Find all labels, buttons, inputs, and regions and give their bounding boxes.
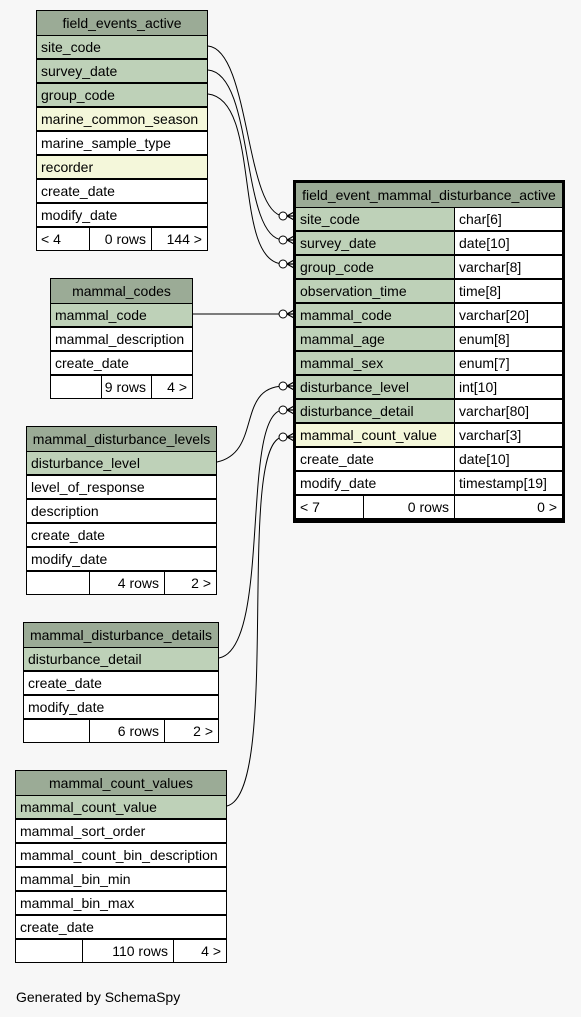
column-mammal-bin-max[interactable] xyxy=(16,891,226,914)
table-title[interactable]: mammal_codes xyxy=(51,279,192,303)
column-name: disturbance_level xyxy=(300,379,409,395)
column-name: create_date xyxy=(55,355,129,371)
column-mammal-count-value[interactable] xyxy=(296,423,562,446)
column-name: disturbance_detail xyxy=(300,403,414,419)
column-name: disturbance_level xyxy=(31,455,140,471)
column-type: enum[7] xyxy=(454,352,562,374)
column-type: timestamp[19] xyxy=(454,472,562,494)
table-mammal-disturbance-details[interactable] xyxy=(23,622,219,743)
column-name: mammal_code xyxy=(300,307,392,323)
column-name: create_date xyxy=(20,919,94,935)
table-footer xyxy=(296,495,562,518)
parents-count[interactable]: < 4 xyxy=(41,231,61,247)
table-title[interactable]: mammal_disturbance_levels xyxy=(27,427,216,451)
column-level-of-response[interactable] xyxy=(27,475,216,498)
column-modify-date[interactable] xyxy=(24,695,218,718)
children-count[interactable]: 4 > xyxy=(151,376,192,398)
children-count[interactable]: 4 > xyxy=(173,940,226,962)
table-footer xyxy=(27,571,216,594)
column-mammal-sex[interactable] xyxy=(296,351,562,374)
column-marine-common-season[interactable] xyxy=(37,107,207,130)
column-name: level_of_response xyxy=(31,479,145,495)
column-name: mammal_description xyxy=(55,331,185,347)
column-observation-time[interactable] xyxy=(296,279,562,302)
column-group-code[interactable] xyxy=(296,255,562,278)
column-type: varchar[8] xyxy=(454,256,562,278)
parents-count[interactable] xyxy=(24,720,89,742)
column-mammal-bin-min[interactable] xyxy=(16,867,226,890)
table-footer xyxy=(16,939,226,962)
table-title[interactable]: field_event_mammal_disturbance_active xyxy=(296,183,562,207)
edge-disturbance-detail xyxy=(219,410,283,658)
column-name: marine_sample_type xyxy=(41,135,171,151)
optional-circle-marker xyxy=(279,382,287,390)
parents-count[interactable] xyxy=(27,572,89,594)
column-modify-date[interactable] xyxy=(37,203,207,226)
column-name: disturbance_detail xyxy=(28,651,142,667)
column-name: mammal_count_value xyxy=(300,427,437,443)
column-mammal-age[interactable] xyxy=(296,327,562,350)
edge-disturbance-level xyxy=(217,386,283,462)
column-mammal-count-bin-description[interactable] xyxy=(16,843,226,866)
edge-group-code xyxy=(208,94,283,264)
column-name: create_date xyxy=(31,527,105,543)
table-footer xyxy=(24,719,218,742)
column-name: group_code xyxy=(41,87,115,103)
column-create-date[interactable] xyxy=(16,915,226,938)
row-count: 4 rows xyxy=(89,572,164,594)
children-count[interactable]: 144 > xyxy=(151,228,207,250)
column-name: create_date xyxy=(41,183,115,199)
children-count[interactable]: 2 > xyxy=(164,572,216,594)
optional-circle-marker xyxy=(279,406,287,414)
column-name: modify_date xyxy=(300,475,377,491)
generated-by-label: Generated by SchemaSpy xyxy=(16,989,181,1005)
column-name: create_date xyxy=(28,675,102,691)
edge-mammal-count-value xyxy=(227,437,283,806)
optional-circle-marker xyxy=(279,212,287,220)
column-name: mammal_count_value xyxy=(20,799,157,815)
column-type: enum[8] xyxy=(454,328,562,350)
column-name: observation_time xyxy=(300,283,407,299)
column-type: date[10] xyxy=(454,448,562,470)
column-recorder[interactable] xyxy=(37,155,207,178)
column-name: group_code xyxy=(300,259,374,275)
table-mammal-disturbance-levels[interactable] xyxy=(26,426,217,595)
table-title[interactable]: mammal_count_values xyxy=(16,771,226,795)
column-type: date[10] xyxy=(454,232,562,254)
column-name: mammal_age xyxy=(300,331,385,347)
edge-site-code xyxy=(208,46,283,216)
column-name: description xyxy=(31,503,99,519)
column-survey-date[interactable] xyxy=(296,231,562,254)
column-name: marine_common_season xyxy=(41,111,199,127)
children-count[interactable]: 2 > xyxy=(164,720,218,742)
row-count: 6 rows xyxy=(89,720,164,742)
optional-circle-marker xyxy=(279,236,287,244)
edge-survey-date xyxy=(208,70,283,240)
table-mammal-codes[interactable] xyxy=(50,278,193,399)
children-count[interactable]: 0 > xyxy=(454,496,562,518)
column-type: varchar[3] xyxy=(454,424,562,446)
table-title[interactable]: field_events_active xyxy=(37,11,207,35)
column-site-code[interactable] xyxy=(296,207,562,230)
table-field-events-active[interactable] xyxy=(36,10,208,251)
column-create-date[interactable] xyxy=(296,447,562,470)
column-type: time[8] xyxy=(454,280,562,302)
column-create-date[interactable] xyxy=(24,671,218,694)
column-name: recorder xyxy=(41,159,94,175)
column-survey-date[interactable] xyxy=(37,59,207,82)
column-modify-date[interactable] xyxy=(27,547,216,570)
column-name: survey_date xyxy=(300,235,377,251)
column-name: site_code xyxy=(41,39,101,55)
column-create-date[interactable] xyxy=(37,179,207,202)
column-disturbance-detail[interactable] xyxy=(296,399,562,422)
table-title[interactable]: mammal_disturbance_details xyxy=(24,623,218,647)
row-count: 0 rows xyxy=(363,496,454,518)
table-mammal-count-values[interactable] xyxy=(15,770,227,963)
column-name: create_date xyxy=(300,451,374,467)
parents-count[interactable] xyxy=(51,376,101,398)
optional-circle-marker xyxy=(279,260,287,268)
column-site-code[interactable] xyxy=(37,35,207,58)
column-mammal-description[interactable] xyxy=(51,327,192,350)
column-type: char[6] xyxy=(454,208,562,230)
column-disturbance-level[interactable] xyxy=(27,451,216,474)
table-field-event-mammal-disturbance-active[interactable] xyxy=(293,180,565,523)
column-type: varchar[20] xyxy=(454,304,562,326)
column-mammal-sort-order[interactable] xyxy=(16,819,226,842)
column-disturbance-detail[interactable] xyxy=(24,647,218,670)
row-count: 0 rows xyxy=(89,228,151,250)
parents-count[interactable]: < 7 xyxy=(300,499,320,515)
column-name: site_code xyxy=(300,211,360,227)
column-disturbance-level[interactable] xyxy=(296,375,562,398)
parents-count[interactable] xyxy=(16,940,82,962)
column-name: mammal_sex xyxy=(300,355,384,371)
column-name: mammal_bin_max xyxy=(20,895,135,911)
column-name: modify_date xyxy=(41,207,118,223)
column-name: survey_date xyxy=(41,63,118,79)
column-mammal-code[interactable] xyxy=(51,303,192,326)
column-name: mammal_code xyxy=(55,307,147,323)
optional-circle-marker xyxy=(279,433,287,441)
table-footer xyxy=(51,375,192,398)
column-name: mammal_count_bin_description xyxy=(20,847,218,863)
column-type: varchar[80] xyxy=(454,400,562,422)
column-mammal-count-value[interactable] xyxy=(16,795,226,818)
column-group-code[interactable] xyxy=(37,83,207,106)
column-type: int[10] xyxy=(454,376,562,398)
column-description[interactable] xyxy=(27,499,216,522)
row-count: 110 rows xyxy=(82,940,173,962)
column-modify-date[interactable] xyxy=(296,471,562,494)
column-name: modify_date xyxy=(28,699,105,715)
column-name: modify_date xyxy=(31,551,108,567)
column-marine-sample-type[interactable] xyxy=(37,131,207,154)
column-name: mammal_bin_min xyxy=(20,871,131,887)
column-create-date[interactable] xyxy=(51,351,192,374)
optional-circle-marker xyxy=(279,310,287,318)
column-mammal-code[interactable] xyxy=(296,303,562,326)
column-create-date[interactable] xyxy=(27,523,216,546)
row-count: 9 rows xyxy=(101,376,151,398)
table-footer xyxy=(37,227,207,250)
column-name: mammal_sort_order xyxy=(20,823,146,839)
